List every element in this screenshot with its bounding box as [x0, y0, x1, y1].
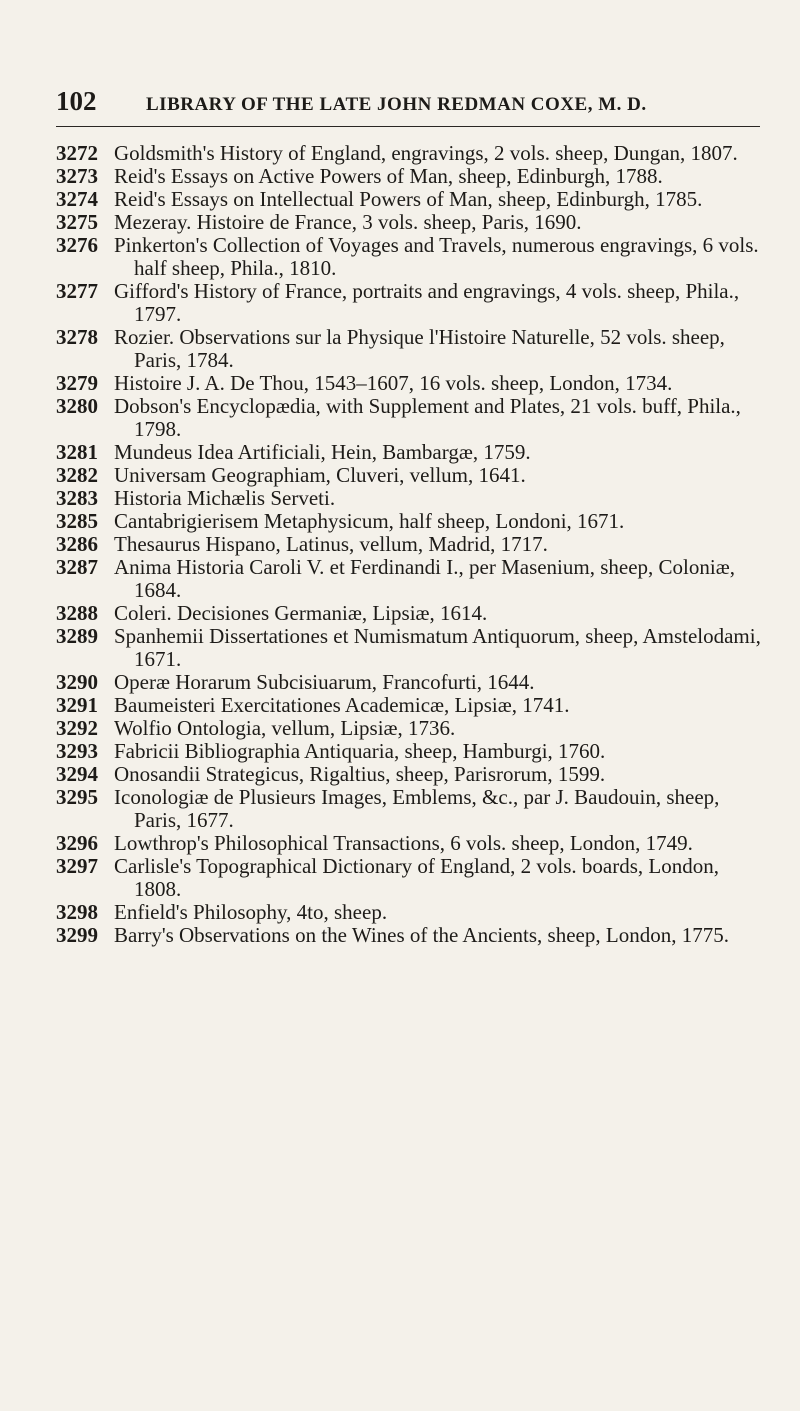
- entry-description: Enfield's Philosophy, 4to, sheep.: [114, 900, 388, 924]
- catalog-entry: [56, 441, 766, 464]
- catalog-entry: [56, 326, 766, 372]
- entry-description: Wolfio Ontologia, vellum, Lipsiæ, 1736.: [114, 716, 456, 740]
- lot-number: 3278: [56, 325, 98, 349]
- catalog-entry: [56, 901, 766, 924]
- catalog-entry: [56, 142, 766, 165]
- entry-description: Iconologiæ de Plusieurs Images, Emblems, &c., par J. Baudouin, sheep, Paris, 1677.: [114, 785, 720, 832]
- entry-description: Reid's Essays on Intellectual Powers of Man, sheep, Edinburgh, 1785.: [114, 187, 703, 211]
- catalog-entry: [56, 280, 766, 326]
- catalog-entry: [56, 763, 766, 786]
- entry-description: Universam Geographiam, Cluveri, vellum, 1641.: [114, 463, 526, 487]
- entry-description: Anima Historia Caroli V. et Ferdinandi I., per Masenium, sheep, Coloniæ, 1684.: [114, 555, 735, 602]
- entry-description: Barry's Observations on the Wines of the Ancients, sheep, London, 1775.: [114, 923, 729, 947]
- entry-description: Goldsmith's History of England, engravings, 2 vols. sheep, Dungan, 1807.: [114, 141, 738, 165]
- lot-number: 3281: [56, 440, 98, 464]
- entry-description: Reid's Essays on Active Powers of Man, sheep, Edinburgh, 1788.: [114, 164, 663, 188]
- entry-description: Mezeray. Histoire de France, 3 vols. sheep, Paris, 1690.: [114, 210, 582, 234]
- entry-description: Carlisle's Topographical Dictionary of England, 2 vols. boards, London, 1808.: [114, 854, 719, 901]
- lot-number: 3288: [56, 601, 98, 625]
- lot-number: 3293: [56, 739, 98, 763]
- entry-description: Coleri. Decisiones Germaniæ, Lipsiæ, 1614.: [114, 601, 488, 625]
- lot-number: 3295: [56, 785, 98, 809]
- lot-number: 3287: [56, 555, 98, 579]
- lot-number: 3276: [56, 233, 98, 257]
- catalog-entry: [56, 924, 766, 947]
- running-head: LIBRARY OF THE LATE JOHN REDMAN COXE, M. D.: [146, 94, 647, 115]
- lot-number: 3285: [56, 509, 98, 533]
- lot-number: 3296: [56, 831, 98, 855]
- entry-description: Histoire J. A. De Thou, 1543–1607, 16 vols. sheep, London, 1734.: [114, 371, 673, 395]
- entry-description: Historia Michælis Serveti.: [114, 486, 336, 510]
- lot-number: 3292: [56, 716, 98, 740]
- catalog-entry: [56, 211, 766, 234]
- entry-description: Spanhemii Dissertationes et Numismatum Antiquorum, sheep, Amstelodami, 1671.: [114, 624, 761, 671]
- lot-number: 3297: [56, 854, 98, 878]
- catalog-entry: [56, 694, 766, 717]
- entry-description: Thesaurus Hispano, Latinus, vellum, Madrid, 1717.: [114, 532, 548, 556]
- entry-description: Lowthrop's Philosophical Transactions, 6 vols. sheep, London, 1749.: [114, 831, 693, 855]
- entry-description: Cantabrigierisem Metaphysicum, half sheep, Londoni, 1671.: [114, 509, 625, 533]
- lot-number: 3299: [56, 923, 98, 947]
- lot-number: 3274: [56, 187, 98, 211]
- lot-number: 3290: [56, 670, 98, 694]
- lot-number: 3282: [56, 463, 98, 487]
- lot-number: 3279: [56, 371, 98, 395]
- catalog-entry: [56, 464, 766, 487]
- catalog-entry: [56, 740, 766, 763]
- lot-number: 3277: [56, 279, 98, 303]
- catalog-entry: [56, 510, 766, 533]
- lot-number: 3275: [56, 210, 98, 234]
- entry-description: Dobson's Encyclopædia, with Supplement and Plates, 21 vols. buff, Phila., 1798.: [114, 394, 741, 441]
- entry-description: Gifford's History of France, portraits and engravings, 4 vols. sheep, Phila., 1797.: [114, 279, 740, 326]
- lot-number: 3272: [56, 141, 98, 165]
- header-rule: [56, 126, 760, 127]
- lot-number: 3286: [56, 532, 98, 556]
- catalog-entry: [56, 556, 766, 602]
- catalog-entry: [56, 372, 766, 395]
- catalog-entry: [56, 602, 766, 625]
- entry-description: Pinkerton's Collection of Voyages and Travels, numerous engravings, 6 vols. half sheep, Phila., 1810.: [114, 233, 759, 280]
- lot-number: 3289: [56, 624, 98, 648]
- catalog-entry: [56, 832, 766, 855]
- entry-description: Mundeus Idea Artificiali, Hein, Bambargæ, 1759.: [114, 440, 531, 464]
- page-number: 102: [56, 86, 97, 116]
- page-header: [56, 86, 746, 118]
- entry-description: Onosandii Strategicus, Rigaltius, sheep, Parisrorum, 1599.: [114, 762, 606, 786]
- lot-number: 3294: [56, 762, 98, 786]
- catalog-entry: [56, 717, 766, 740]
- catalog-entry: [56, 855, 766, 901]
- lot-number: 3283: [56, 486, 98, 510]
- entry-description: Baumeisteri Exercitationes Academicæ, Lipsiæ, 1741.: [114, 693, 570, 717]
- catalog-entry: [56, 625, 766, 671]
- catalog-entry: [56, 533, 766, 556]
- lot-number: 3280: [56, 394, 98, 418]
- lot-number: 3273: [56, 164, 98, 188]
- catalog-entry: [56, 487, 766, 510]
- catalog-entry: [56, 671, 766, 694]
- catalog-entry: [56, 234, 766, 280]
- catalog-entry: [56, 786, 766, 832]
- catalog-entry: [56, 395, 766, 441]
- lot-number: 3291: [56, 693, 98, 717]
- lot-number: 3298: [56, 900, 98, 924]
- entry-description: Fabricii Bibliographia Antiquaria, sheep, Hamburgi, 1760.: [114, 739, 606, 763]
- entry-description: Rozier. Observations sur la Physique l'Histoire Naturelle, 52 vols. sheep, Paris, 1784.: [114, 325, 725, 372]
- catalog-entry: [56, 165, 766, 188]
- entry-list: [56, 142, 766, 947]
- catalog-entry: [56, 188, 766, 211]
- entry-description: Operæ Horarum Subcisiuarum, Francofurti, 1644.: [114, 670, 535, 694]
